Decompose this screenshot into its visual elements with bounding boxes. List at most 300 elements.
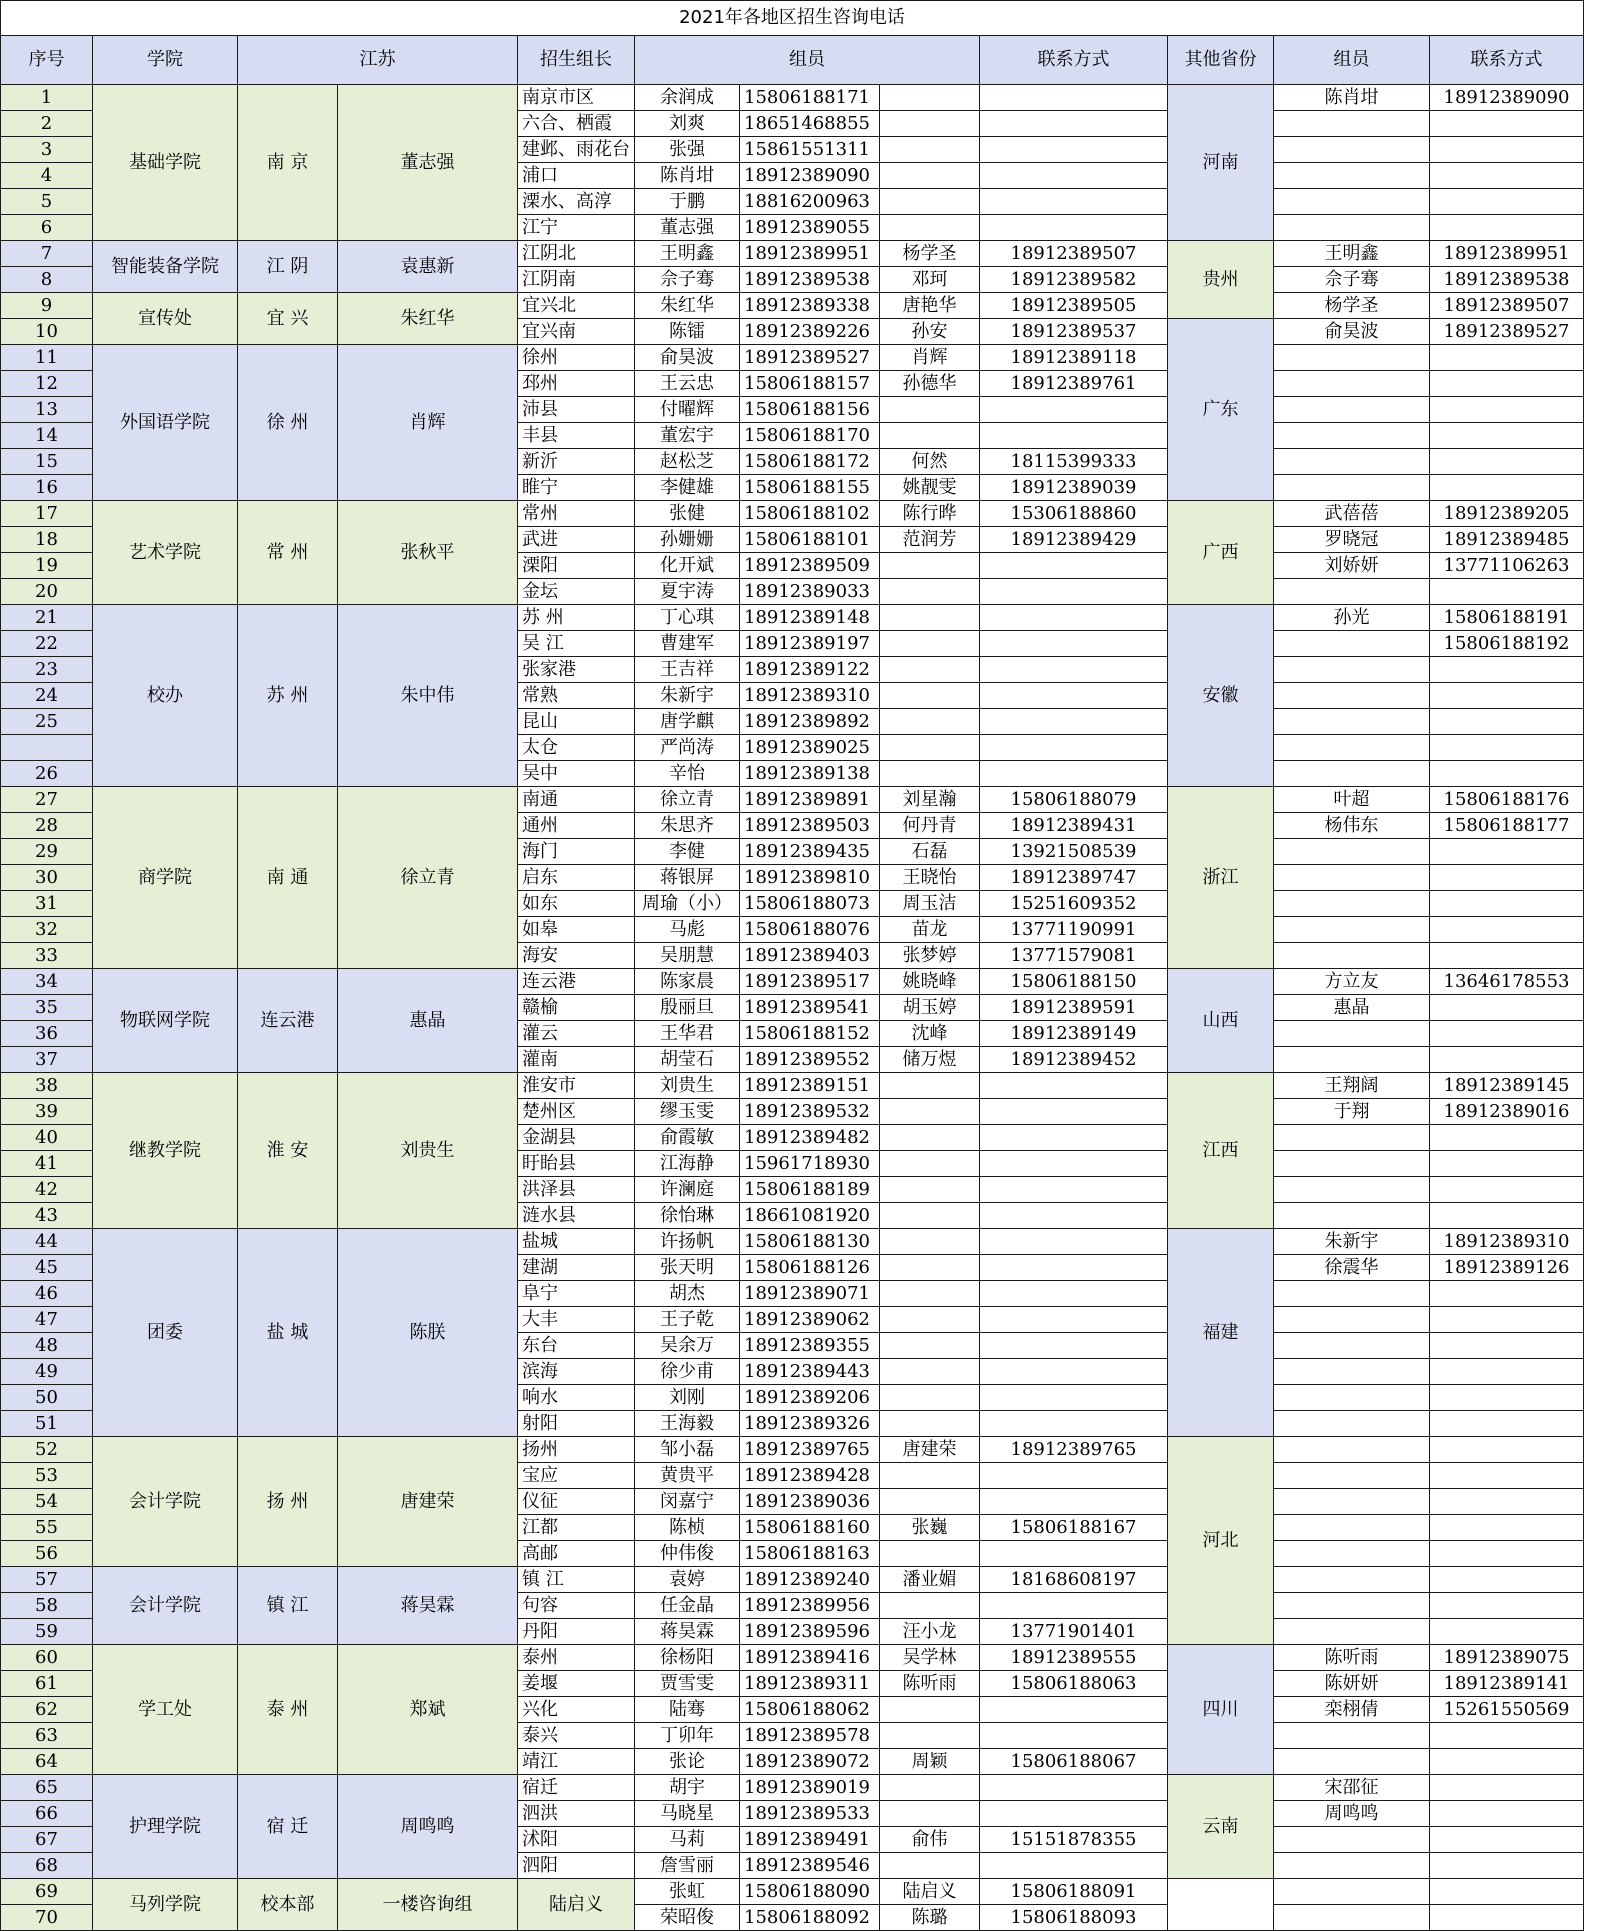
other-member [1274, 1541, 1430, 1567]
other-member [1274, 709, 1430, 735]
area-cell: 如东 [518, 891, 635, 917]
province-cell: 广西 [1168, 501, 1274, 605]
member-2 [880, 1853, 980, 1879]
phone-1: 18912389062 [740, 1307, 880, 1333]
phone-1: 18912389206 [740, 1385, 880, 1411]
member-2 [880, 423, 980, 449]
area-cell: 泰州 [518, 1645, 635, 1671]
row-seq: 19 [1, 553, 93, 579]
phone-1: 18912389403 [740, 943, 880, 969]
phone-2 [980, 1411, 1168, 1437]
member-2 [880, 683, 980, 709]
table-row [1, 501, 1584, 527]
other-phone [1430, 1567, 1584, 1593]
other-phone [1430, 917, 1584, 943]
member-1: 王子乾 [635, 1307, 740, 1333]
city-cell: 泰 州 [238, 1645, 338, 1775]
phone-2: 18912389149 [980, 1021, 1168, 1047]
phone-1: 18912389148 [740, 605, 880, 631]
phone-2: 18912389555 [980, 1645, 1168, 1671]
phone-1: 15861551311 [740, 137, 880, 163]
other-member [1274, 761, 1430, 787]
phone-1: 15806188073 [740, 891, 880, 917]
other-phone [1430, 1801, 1584, 1827]
row-seq: 40 [1, 1125, 93, 1151]
other-member: 栾栩倩 [1274, 1697, 1430, 1723]
member-2: 潘业媚 [880, 1567, 980, 1593]
other-phone [1430, 1411, 1584, 1437]
province-cell: 贵州 [1168, 241, 1274, 319]
row-seq: 13 [1, 397, 93, 423]
table-row [1, 1879, 1584, 1905]
other-member: 佘子骞 [1274, 267, 1430, 293]
member-1: 陆骞 [635, 1697, 740, 1723]
city-cell: 南 京 [238, 85, 338, 241]
other-phone [1430, 1827, 1584, 1853]
phone-1: 18912389151 [740, 1073, 880, 1099]
row-seq: 11 [1, 345, 93, 371]
phone-1: 18912389033 [740, 579, 880, 605]
other-phone: 18912389075 [1430, 1645, 1584, 1671]
member-2: 孙德华 [880, 371, 980, 397]
phone-1: 15806188189 [740, 1177, 880, 1203]
other-member: 陈听雨 [1274, 1645, 1430, 1671]
member-2: 胡玉婷 [880, 995, 980, 1021]
row-seq: 43 [1, 1203, 93, 1229]
member-1: 王海毅 [635, 1411, 740, 1437]
table-row [1, 1567, 1584, 1593]
phone-2 [980, 1177, 1168, 1203]
member-2: 邓珂 [880, 267, 980, 293]
other-member: 罗晓冠 [1274, 527, 1430, 553]
area-cell: 淮安市 [518, 1073, 635, 1099]
member-1: 詹雪丽 [635, 1853, 740, 1879]
member-1: 王吉祥 [635, 657, 740, 683]
phone-2 [980, 1333, 1168, 1359]
phone-2 [980, 423, 1168, 449]
area-cell: 盱眙县 [518, 1151, 635, 1177]
sheet-title: 2021年各地区招生咨询电话 [1, 1, 1584, 36]
phone-1: 15806188101 [740, 527, 880, 553]
area-cell: 江宁 [518, 215, 635, 241]
phone-1: 18912389122 [740, 657, 880, 683]
member-2: 张巍 [880, 1515, 980, 1541]
other-phone [1430, 1151, 1584, 1177]
area-cell: 仪征 [518, 1489, 635, 1515]
row-seq: 62 [1, 1697, 93, 1723]
area-cell: 南京市区 [518, 85, 635, 111]
phone-2 [980, 163, 1168, 189]
header-other-contact: 联系方式 [1430, 36, 1584, 85]
phone-2: 13771579081 [980, 943, 1168, 969]
phone-1: 18912389025 [740, 735, 880, 761]
phone-1: 15806188092 [740, 1905, 880, 1931]
other-member [1274, 1515, 1430, 1541]
phone-2: 15806188167 [980, 1515, 1168, 1541]
college-cell: 会计学院 [93, 1567, 238, 1645]
member-2: 周玉洁 [880, 891, 980, 917]
member-2 [880, 1281, 980, 1307]
other-phone: 18912389951 [1430, 241, 1584, 267]
phone-1: 18912389491 [740, 1827, 880, 1853]
phone-1: 18912389538 [740, 267, 880, 293]
row-seq: 2 [1, 111, 93, 137]
member-2: 汪小龙 [880, 1619, 980, 1645]
other-phone [1430, 1593, 1584, 1619]
table-row [1, 85, 1584, 111]
other-member: 朱新宇 [1274, 1229, 1430, 1255]
area-cell: 太仓 [518, 735, 635, 761]
row-seq: 26 [1, 761, 93, 787]
province-cell: 广东 [1168, 319, 1274, 501]
phone-2: 18115399333 [980, 449, 1168, 475]
row-seq: 52 [1, 1437, 93, 1463]
row-seq: 67 [1, 1827, 93, 1853]
phone-1: 18912389578 [740, 1723, 880, 1749]
other-phone: 15806188192 [1430, 631, 1584, 657]
leader-cell: 陆启义 [518, 1879, 635, 1931]
other-phone [1430, 163, 1584, 189]
other-member [1274, 423, 1430, 449]
member-1: 朱新宇 [635, 683, 740, 709]
phone-1: 15806188170 [740, 423, 880, 449]
other-phone: 15261550569 [1430, 1697, 1584, 1723]
other-member [1274, 891, 1430, 917]
province-cell: 浙江 [1168, 787, 1274, 969]
other-phone [1430, 189, 1584, 215]
area-cell: 江阴北 [518, 241, 635, 267]
member-2: 俞伟 [880, 1827, 980, 1853]
member-1: 王云忠 [635, 371, 740, 397]
other-member: 俞昊波 [1274, 319, 1430, 345]
member-2 [880, 735, 980, 761]
member-1: 徐怡琳 [635, 1203, 740, 1229]
phone-1: 18912389596 [740, 1619, 880, 1645]
phone-2: 15306188860 [980, 501, 1168, 527]
area-cell: 兴化 [518, 1697, 635, 1723]
member-2 [880, 1411, 980, 1437]
city-cell: 江 阴 [238, 241, 338, 293]
member-1: 仲伟俊 [635, 1541, 740, 1567]
phone-1: 15806188157 [740, 371, 880, 397]
row-seq: 60 [1, 1645, 93, 1671]
area-cell: 金湖县 [518, 1125, 635, 1151]
row-seq: 48 [1, 1333, 93, 1359]
member-2 [880, 85, 980, 111]
row-seq: 27 [1, 787, 93, 813]
member-2 [880, 1801, 980, 1827]
other-phone: 18912389141 [1430, 1671, 1584, 1697]
area-cell: 一楼咨询组 [338, 1879, 518, 1931]
other-member [1274, 865, 1430, 891]
area-cell: 金坛 [518, 579, 635, 605]
city-cell: 宜 兴 [238, 293, 338, 345]
other-phone [1430, 1021, 1584, 1047]
row-seq: 63 [1, 1723, 93, 1749]
member-1: 胡杰 [635, 1281, 740, 1307]
other-member [1274, 1437, 1430, 1463]
area-cell: 常熟 [518, 683, 635, 709]
phone-1: 15806188102 [740, 501, 880, 527]
area-cell: 新沂 [518, 449, 635, 475]
other-member: 宋邵征 [1274, 1775, 1430, 1801]
city-cell: 连云港 [238, 969, 338, 1073]
other-member [1274, 1307, 1430, 1333]
member-2: 姚晓峰 [880, 969, 980, 995]
row-seq: 56 [1, 1541, 93, 1567]
member-2 [880, 111, 980, 137]
area-cell: 滨海 [518, 1359, 635, 1385]
header-seq: 序号 [1, 36, 93, 85]
other-member: 杨伟东 [1274, 813, 1430, 839]
phone-1: 15806188163 [740, 1541, 880, 1567]
city-cell: 盐 城 [238, 1229, 338, 1437]
phone-2: 18912389039 [980, 475, 1168, 501]
leader-cell: 朱中伟 [338, 605, 518, 787]
phone-2: 15806188079 [980, 787, 1168, 813]
row-seq: 34 [1, 969, 93, 995]
phone-1: 18912389019 [740, 1775, 880, 1801]
phone-1: 18912389552 [740, 1047, 880, 1073]
province-cell: 江西 [1168, 1073, 1274, 1229]
header-other-members: 组员 [1274, 36, 1430, 85]
other-member [1274, 215, 1430, 241]
row-seq: 69 [1, 1879, 93, 1905]
phone-2: 18912389431 [980, 813, 1168, 839]
area-cell: 常州 [518, 501, 635, 527]
area-cell: 江都 [518, 1515, 635, 1541]
province-cell: 云南 [1168, 1775, 1274, 1879]
phone-2 [980, 1125, 1168, 1151]
other-phone [1430, 1125, 1584, 1151]
phone-2 [980, 553, 1168, 579]
header-leader: 招生组长 [518, 36, 635, 85]
other-phone: 18912389310 [1430, 1229, 1584, 1255]
row-seq: 66 [1, 1801, 93, 1827]
phone-2 [980, 1281, 1168, 1307]
area-cell: 通州 [518, 813, 635, 839]
other-phone [1430, 839, 1584, 865]
phone-2: 15151878355 [980, 1827, 1168, 1853]
member-2 [880, 1489, 980, 1515]
other-phone [1430, 657, 1584, 683]
other-member: 于翔 [1274, 1099, 1430, 1125]
province-cell [1168, 1879, 1274, 1931]
phone-1: 18912389517 [740, 969, 880, 995]
other-phone: 18912389090 [1430, 85, 1584, 111]
area-cell: 姜堰 [518, 1671, 635, 1697]
phone-2 [980, 1853, 1168, 1879]
other-phone [1430, 1281, 1584, 1307]
phone-1: 18912389892 [740, 709, 880, 735]
other-member: 杨学圣 [1274, 293, 1430, 319]
member-2: 陆启义 [880, 1879, 980, 1905]
member-1: 蒋昊霖 [635, 1619, 740, 1645]
area-cell: 沛县 [518, 397, 635, 423]
table-row [1, 293, 1584, 319]
other-member [1274, 371, 1430, 397]
phone-1: 15806188171 [740, 85, 880, 111]
member-2 [880, 579, 980, 605]
row-seq: 28 [1, 813, 93, 839]
member-1: 胡莹石 [635, 1047, 740, 1073]
table-row [1, 241, 1584, 267]
phone-2 [980, 1541, 1168, 1567]
row-seq: 22 [1, 631, 93, 657]
leader-cell: 周鸣鸣 [338, 1775, 518, 1879]
phone-2 [980, 111, 1168, 137]
member-1: 俞昊波 [635, 345, 740, 371]
phone-2: 18912389452 [980, 1047, 1168, 1073]
college-cell: 智能装备学院 [93, 241, 238, 293]
member-1: 袁婷 [635, 1567, 740, 1593]
member-1: 徐立青 [635, 787, 740, 813]
member-1: 唐学麒 [635, 709, 740, 735]
other-member [1274, 1281, 1430, 1307]
row-seq: 55 [1, 1515, 93, 1541]
member-1: 于鹏 [635, 189, 740, 215]
phone-1: 15806188172 [740, 449, 880, 475]
leader-cell: 刘贵生 [338, 1073, 518, 1229]
phone-2 [980, 189, 1168, 215]
member-1: 徐杨阳 [635, 1645, 740, 1671]
phone-1: 18912389090 [740, 163, 880, 189]
row-seq: 64 [1, 1749, 93, 1775]
member-1: 荣昭俊 [635, 1905, 740, 1931]
phone-2 [980, 215, 1168, 241]
member-1: 董志强 [635, 215, 740, 241]
member-2 [880, 1385, 980, 1411]
other-member: 孙光 [1274, 605, 1430, 631]
other-member [1274, 1723, 1430, 1749]
area-cell: 阜宁 [518, 1281, 635, 1307]
row-seq: 15 [1, 449, 93, 475]
member-1: 殷丽旦 [635, 995, 740, 1021]
member-1: 马晓星 [635, 1801, 740, 1827]
row-seq: 68 [1, 1853, 93, 1879]
phone-2: 18912389507 [980, 241, 1168, 267]
area-cell: 武进 [518, 527, 635, 553]
phone-1: 15806188062 [740, 1697, 880, 1723]
other-member [1274, 1463, 1430, 1489]
member-2 [880, 1073, 980, 1099]
row-seq: 4 [1, 163, 93, 189]
member-2: 储万煜 [880, 1047, 980, 1073]
member-2 [880, 1593, 980, 1619]
member-2: 肖辉 [880, 345, 980, 371]
leader-cell: 惠晶 [338, 969, 518, 1073]
phone-2: 13771901401 [980, 1619, 1168, 1645]
member-1: 李健雄 [635, 475, 740, 501]
member-2: 唐建荣 [880, 1437, 980, 1463]
member-2 [880, 397, 980, 423]
other-phone [1430, 1905, 1584, 1931]
member-2 [880, 1463, 980, 1489]
area-cell: 靖江 [518, 1749, 635, 1775]
member-1: 陈镭 [635, 319, 740, 345]
member-2 [880, 215, 980, 241]
province-cell: 山西 [1168, 969, 1274, 1073]
table-row [1, 1775, 1584, 1801]
phone-1: 18912389482 [740, 1125, 880, 1151]
member-1: 俞霞敏 [635, 1125, 740, 1151]
member-2 [880, 1541, 980, 1567]
row-seq: 24 [1, 683, 93, 709]
area-cell: 灌南 [518, 1047, 635, 1073]
area-cell: 泗阳 [518, 1853, 635, 1879]
phone-1: 18912389338 [740, 293, 880, 319]
other-phone: 13646178553 [1430, 969, 1584, 995]
member-1: 丁心琪 [635, 605, 740, 631]
other-phone: 18912389538 [1430, 267, 1584, 293]
phone-1: 18912389326 [740, 1411, 880, 1437]
member-2 [880, 1151, 980, 1177]
other-member [1274, 1411, 1430, 1437]
college-cell: 马列学院 [93, 1879, 238, 1931]
college-cell: 物联网学院 [93, 969, 238, 1073]
row-seq: 65 [1, 1775, 93, 1801]
leader-cell: 袁惠新 [338, 241, 518, 293]
member-1: 许扬帆 [635, 1229, 740, 1255]
other-member [1274, 1853, 1430, 1879]
row-seq: 7 [1, 241, 93, 267]
other-phone [1430, 943, 1584, 969]
row-seq: 21 [1, 605, 93, 631]
member-2: 何然 [880, 449, 980, 475]
province-cell: 福建 [1168, 1229, 1274, 1437]
leader-cell: 朱红华 [338, 293, 518, 345]
member-2 [880, 1255, 980, 1281]
member-1: 陈家晨 [635, 969, 740, 995]
phone-2 [980, 683, 1168, 709]
other-phone [1430, 1177, 1584, 1203]
other-phone [1430, 683, 1584, 709]
other-member [1274, 943, 1430, 969]
city-cell: 扬 州 [238, 1437, 338, 1567]
phone-2 [980, 1775, 1168, 1801]
area-cell: 丹阳 [518, 1619, 635, 1645]
member-1: 陈桢 [635, 1515, 740, 1541]
phone-2 [980, 761, 1168, 787]
area-cell: 溧水、高淳 [518, 189, 635, 215]
college-cell: 基础学院 [93, 85, 238, 241]
city-cell: 徐 州 [238, 345, 338, 501]
other-phone: 18912389145 [1430, 1073, 1584, 1099]
member-1: 胡宇 [635, 1775, 740, 1801]
other-phone [1430, 579, 1584, 605]
phone-1: 15806188152 [740, 1021, 880, 1047]
other-member [1274, 1879, 1430, 1905]
phone-2: 18168608197 [980, 1567, 1168, 1593]
phone-2: 18912389591 [980, 995, 1168, 1021]
phone-1: 18912389055 [740, 215, 880, 241]
other-member [1274, 189, 1430, 215]
table-row [1, 1437, 1584, 1463]
other-phone [1430, 1879, 1584, 1905]
member-2: 周颖 [880, 1749, 980, 1775]
other-phone [1430, 137, 1584, 163]
phone-1: 18912389951 [740, 241, 880, 267]
area-cell: 海门 [518, 839, 635, 865]
member-1: 江海静 [635, 1151, 740, 1177]
member-2 [880, 1125, 980, 1151]
other-member: 陈肖坩 [1274, 85, 1430, 111]
phone-2 [980, 1359, 1168, 1385]
phone-2 [980, 1463, 1168, 1489]
college-cell: 团委 [93, 1229, 238, 1437]
member-2: 陈听雨 [880, 1671, 980, 1697]
college-cell: 继教学院 [93, 1073, 238, 1229]
